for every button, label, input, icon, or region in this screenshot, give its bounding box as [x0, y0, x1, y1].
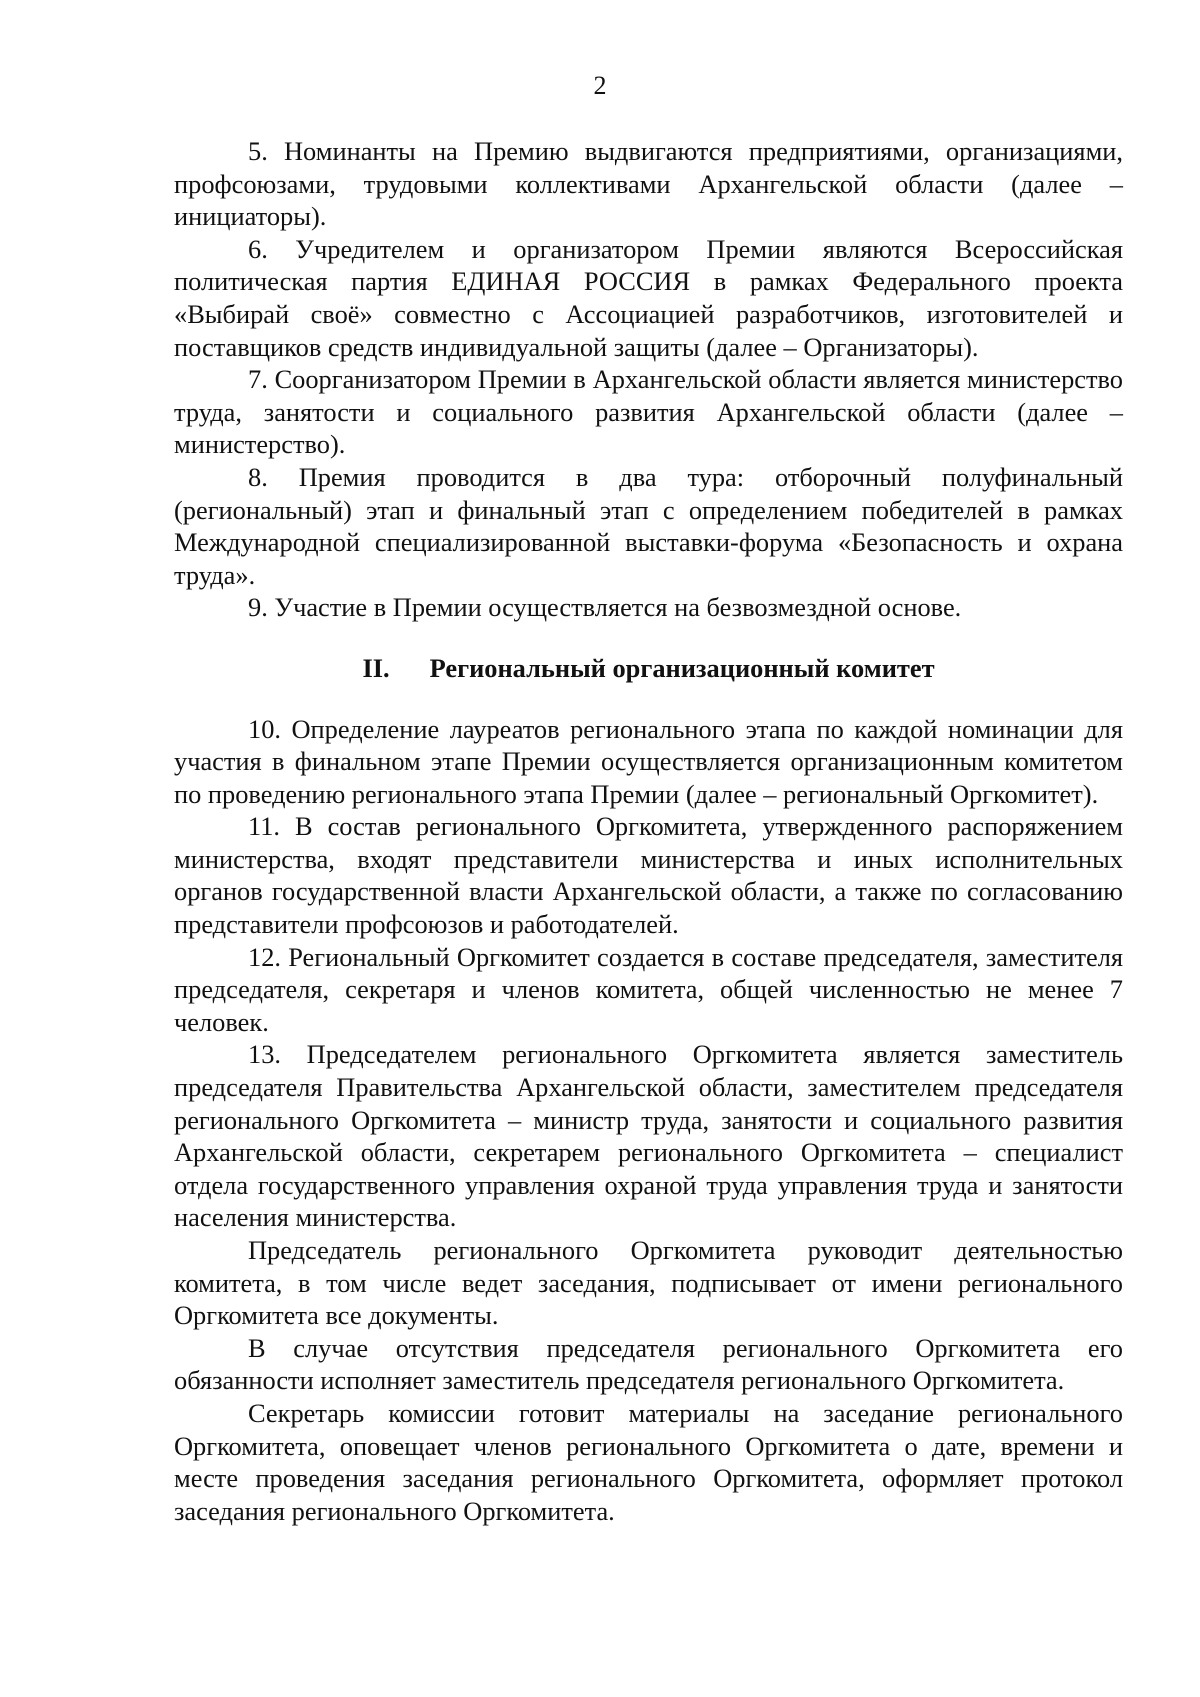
paragraph-6: 6. Учредителем и организатором Премии являются Всероссийская политическая партия ЕДИНАЯ РОССИЯ в рамках Федерального проекта «Выбирай своё» совместно с Ассоциацией разработчиков, изготовителей и поставщиков средств индивидуальной защиты (далее – Организаторы). — [174, 233, 1123, 362]
paragraph-secretary: Секретарь комиссии готовит материалы на заседание регионального Оргкомитета, оповещает членов регионального Оргкомитета о дате, времени и месте проведения заседания регионального Оргкомитета, оформляет протокол заседания регионального Оргкомитета. — [174, 1397, 1123, 1526]
paragraph-chairman: Председатель регионального Оргкомитета руководит деятельностью комитета, в том числе ведет заседания, подписывает от имени регионального Оргкомитета все документы. — [174, 1235, 1123, 1331]
document-body — [174, 135, 1123, 1527]
paragraph-13: 13. Председателем регионального Оргкомитета является заместитель председателя Правительства Архангельской области, заместителем председателя регионального Оргкомитета – министр труда, занятости и социального развития Архангельской области, секретарем регионального Оргкомитета – специалист отдела государственного управления охраной труда управления труда и занятости населения министерства. — [174, 1039, 1123, 1233]
section-title: Региональный организационный комитет — [429, 652, 935, 683]
section-heading — [174, 652, 1123, 685]
paragraph-8: 8. Премия проводится в два тура: отборочный полуфинальный (региональный) этап и финальный этап с определением победителей в рамках Международной специализированной выставки-форума «Безопасность и охрана труда». — [174, 461, 1123, 590]
paragraph-absence: В случае отсутствия председателя регионального Оргкомитета его обязанности исполняет заместитель председателя регионального Оргкомитета. — [174, 1332, 1123, 1396]
paragraph-11: 11. В состав регионального Оргкомитета, утвержденного распоряжением министерства, входят представители министерства и иных исполнительных органов государственной власти Архангельской области, а также по согласованию представители профсоюзов и работодателей. — [174, 811, 1123, 940]
section-number: II. — [362, 652, 390, 683]
paragraph-9: 9. Участие в Премии осуществляется на безвозмездной основе. — [248, 592, 962, 623]
paragraph-7: 7. Соорганизатором Премии в Архангельской области является министерство труда, занятости и социального развития Архангельской области (далее – министерство). — [174, 364, 1123, 460]
page-number: 2 — [593, 71, 607, 100]
paragraph-10: 10. Определение лауреатов регионального этапа по каждой номинации для участия в финальном этапе Премии осуществляется организационным комитетом по проведению регионального этапа Премии (далее – региональный Оргкомитет). — [174, 713, 1123, 809]
paragraph-12: 12. Региональный Оргкомитет создается в составе председателя, заместителя председателя, секретаря и членов комитета, общей численностью не менее 7 человек. — [174, 941, 1123, 1037]
paragraph-5: 5. Номинанты на Премию выдвигаются предприятиями, организациями, профсоюзами, трудовыми коллективами Архангельской области (далее – инициаторы). — [174, 136, 1123, 232]
